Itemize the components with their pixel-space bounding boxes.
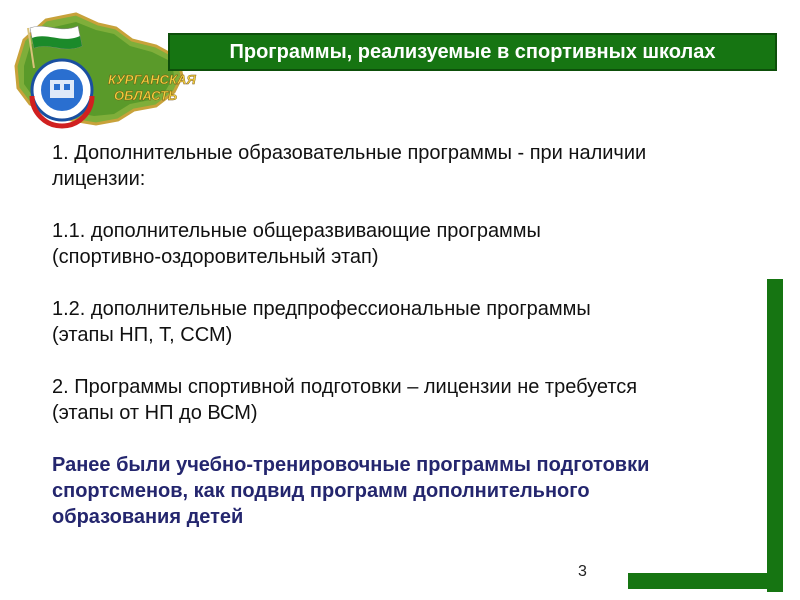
item-1-1-line-2: (спортивно-оздоровительный этап)	[52, 246, 379, 268]
page-number: 3	[578, 563, 587, 580]
item-2-line-2: (этапы от НП до ВСМ)	[52, 402, 258, 424]
slide-title: Программы, реализуемые в спортивных школах	[229, 40, 716, 63]
item-1-line-1: 1. Дополнительные образовательные программы - при наличии	[52, 142, 647, 164]
kurgan-oblast-logo	[6, 6, 196, 131]
note-line-3: образования детей	[52, 506, 244, 528]
decorative-vertical-bar	[767, 279, 783, 592]
note-line-1: Ранее были учебно-тренировочные программы подготовки	[52, 454, 650, 476]
item-1-1-line-1: 1.1. дополнительные общеразвивающие программы	[52, 220, 541, 242]
title-bar	[168, 33, 777, 71]
note-line-2: спортсменов, как подвид программ дополнительного	[52, 480, 590, 502]
decorative-horizontal-bar	[628, 573, 783, 589]
slide-content	[52, 140, 752, 530]
item-1-line-2: лицензии:	[52, 168, 146, 190]
logo-text-line1: КУРГАНСКАЯ	[108, 72, 196, 87]
item-1-2-line-1: 1.2. дополнительные предпрофессиональные программы	[52, 298, 591, 320]
logo-text-line2: ОБЛАСТЬ	[114, 88, 178, 103]
item-1-2-line-2: (этапы НП, Т, ССМ)	[52, 324, 233, 346]
item-2-line-1: 2. Программы спортивной подготовки – лицензии не требуется	[52, 376, 638, 398]
